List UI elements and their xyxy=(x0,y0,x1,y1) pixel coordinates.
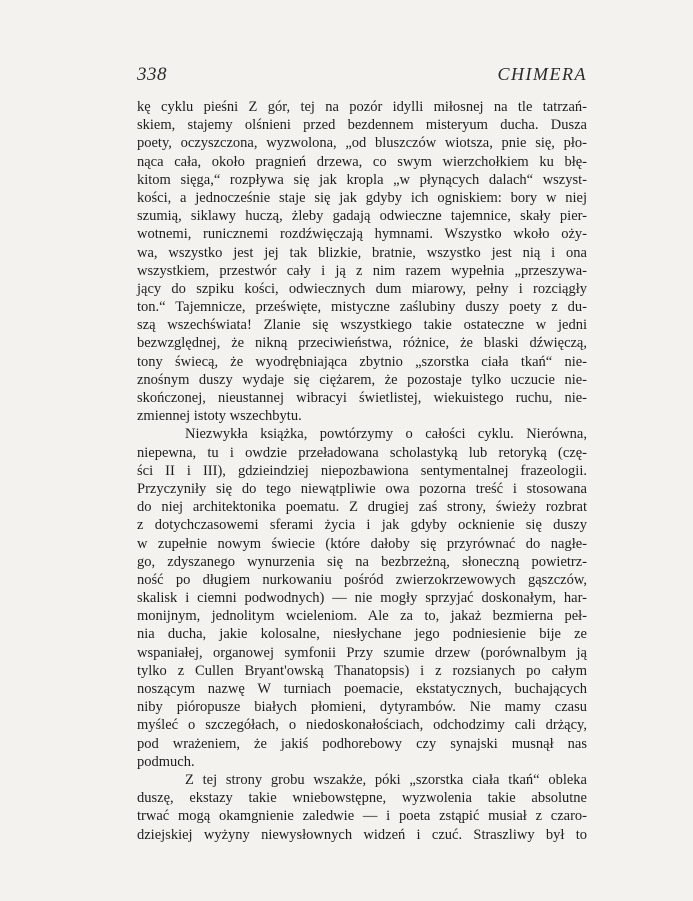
text-line: dziejskiej wyżyny niewysłownych widzeń i czuć. Straszliwy był to xyxy=(137,826,587,843)
text-line: zmiennej istoty wszechbytu. xyxy=(137,408,302,425)
text-line: kę cyklu pieśni Z gór, tej na pozór idylli miłosnej na tle tatrzań- xyxy=(137,99,587,115)
body-text xyxy=(137,98,587,844)
text-line: do niej architektonika poematu. Z drugiej zaś strony, świeży rozbrat xyxy=(137,499,587,516)
text-line: ton.“ Tajemnicze, prześwięte, mistyczne zaślubiny duszy poety z du- xyxy=(137,299,587,316)
text-line: nia ducha, jakie kolosalne, niesłychane jego podniesienie bije ze xyxy=(137,626,587,643)
text-line: wspaniałej, organowej symfonii Przy szumie drzew (porównalbym ją xyxy=(137,644,587,661)
paragraph xyxy=(137,98,587,425)
text-line: skiem, stajemy olśnieni przed bezdennem misteryum ducha. Dusza xyxy=(137,117,587,134)
text-line: z dotychczasowemi sferami życia i jak gdyby ocknienie się duszy xyxy=(137,517,587,534)
text-line: Przyczyniły się do tego niewątpliwie owa pozorna treść i stosowana xyxy=(137,480,587,497)
text-line: skończonej, nieustannej wibracyi świetlistej, wiekuistego ruchu, nie- xyxy=(137,390,587,406)
text-line: szumią, siklawy huczą, żleby gadają odwieczne tajemnice, skały pier- xyxy=(137,208,587,225)
text-line: tony świecą, że wyodrębniająca zbytnio „szorstka ciała tkań“ nie- xyxy=(137,353,587,370)
running-head: CHIMERA xyxy=(497,64,587,84)
text-line: wa, wszystko jest jej tak blizkie, bratnie, wszystko jest nią i ona xyxy=(137,244,587,261)
text-line: wotnemi, runicznemi rozdźwięczają hymnami. Wszystko wkoło oży- xyxy=(137,226,587,243)
text-line: w zupełnie nowym świecie (które dałoby się przyrównać do nagłe- xyxy=(137,535,587,552)
text-line: znośnym duszy wydaje się ciężarem, że pozostaje tylko uczucie nie- xyxy=(137,371,587,388)
text-line: niepewna, tu i owdzie przeładowana scholastyką lub retoryką (czę- xyxy=(137,444,587,461)
text-line: kości, a jednocześnie staje się jak gdyby ich ogniskiem: bory w niej xyxy=(137,189,587,206)
text-line: wszystkiem, przestwór cały i ją z nim razem wypełnia „przeszywa- xyxy=(137,262,587,279)
text-line: bezwzględnej, że nikną przeciwieństwa, różnice, że blaski dźwięczą, xyxy=(137,335,587,352)
page-number: 338 xyxy=(137,64,167,85)
text-line: poety, oczyszczona, wyzwolona, „od bluszczów wiotsza, pnie się, pło- xyxy=(137,135,587,152)
text-line: tylko z Cullen Bryant'owską Thanatopsis) i z rozsianych po całym xyxy=(137,662,587,679)
paragraph xyxy=(137,425,587,771)
text-line: duszę, ekstazy takie wniebowstępne, wyzwolenia takie absolutne xyxy=(137,790,587,807)
text-line: podmuch. xyxy=(137,753,195,770)
text-line: Z tej strony grobu wszakże, póki „szorstka ciała tkań“ obleka xyxy=(185,771,587,788)
text-line: skalisk i ciemni podwodnych) — nie mogły sprzyjać doskonałym, har- xyxy=(137,590,587,607)
text-line: pod wrażeniem, że jakiś podhorebowy czy synajski musnął nas xyxy=(137,735,587,752)
text-line: szą wszechświata! Zlanie się wszystkiego takie ostateczne w jedni xyxy=(137,317,587,334)
text-line: Niezwykła książka, powtórzymy o całości cyklu. Nierówna, xyxy=(185,426,587,443)
paragraph xyxy=(137,771,587,844)
text-line: ność po długiem nurkowaniu pośród zwierzokrzewowych gąszczów, xyxy=(137,571,587,588)
text-line: trwać mogą okamgnienie zaledwie — i poeta zstąpić musiał z czaro- xyxy=(137,808,587,825)
text-line: go, zdyszanego wynurzenia się na bezbrzeżną, słoneczną powietrz- xyxy=(137,553,587,570)
text-line: ści II i III), gdzieindziej niepozbawiona sentymentalnej frazeologii. xyxy=(137,462,587,479)
page-header xyxy=(137,64,587,88)
text-line: niby pióropusze białych płomieni, dytyrambów. Nie mamy czasu xyxy=(137,699,587,716)
text-line: kitom sięga,“ rozpływa się jak kropla „w płynących dalach“ wszyst- xyxy=(137,171,587,188)
text-line: noszącym nazwę W turniach poemacie, ekstatycznych, buchających xyxy=(137,681,587,697)
text-line: myśleć o szczegółach, o niedoskonałościach, odchodzimy cali drżący, xyxy=(137,717,587,734)
text-line: monijnym, jednolitym wcieleniom. Ale za to, jakaż bezmierna peł- xyxy=(137,608,587,625)
text-line: jący do szpiku kości, odwiecznych dum miarowy, pełny i rozciągły xyxy=(137,280,587,297)
text-line: nąca cała, około pragnień drzewa, co swym wierzchołkiem ku błę- xyxy=(137,153,587,170)
